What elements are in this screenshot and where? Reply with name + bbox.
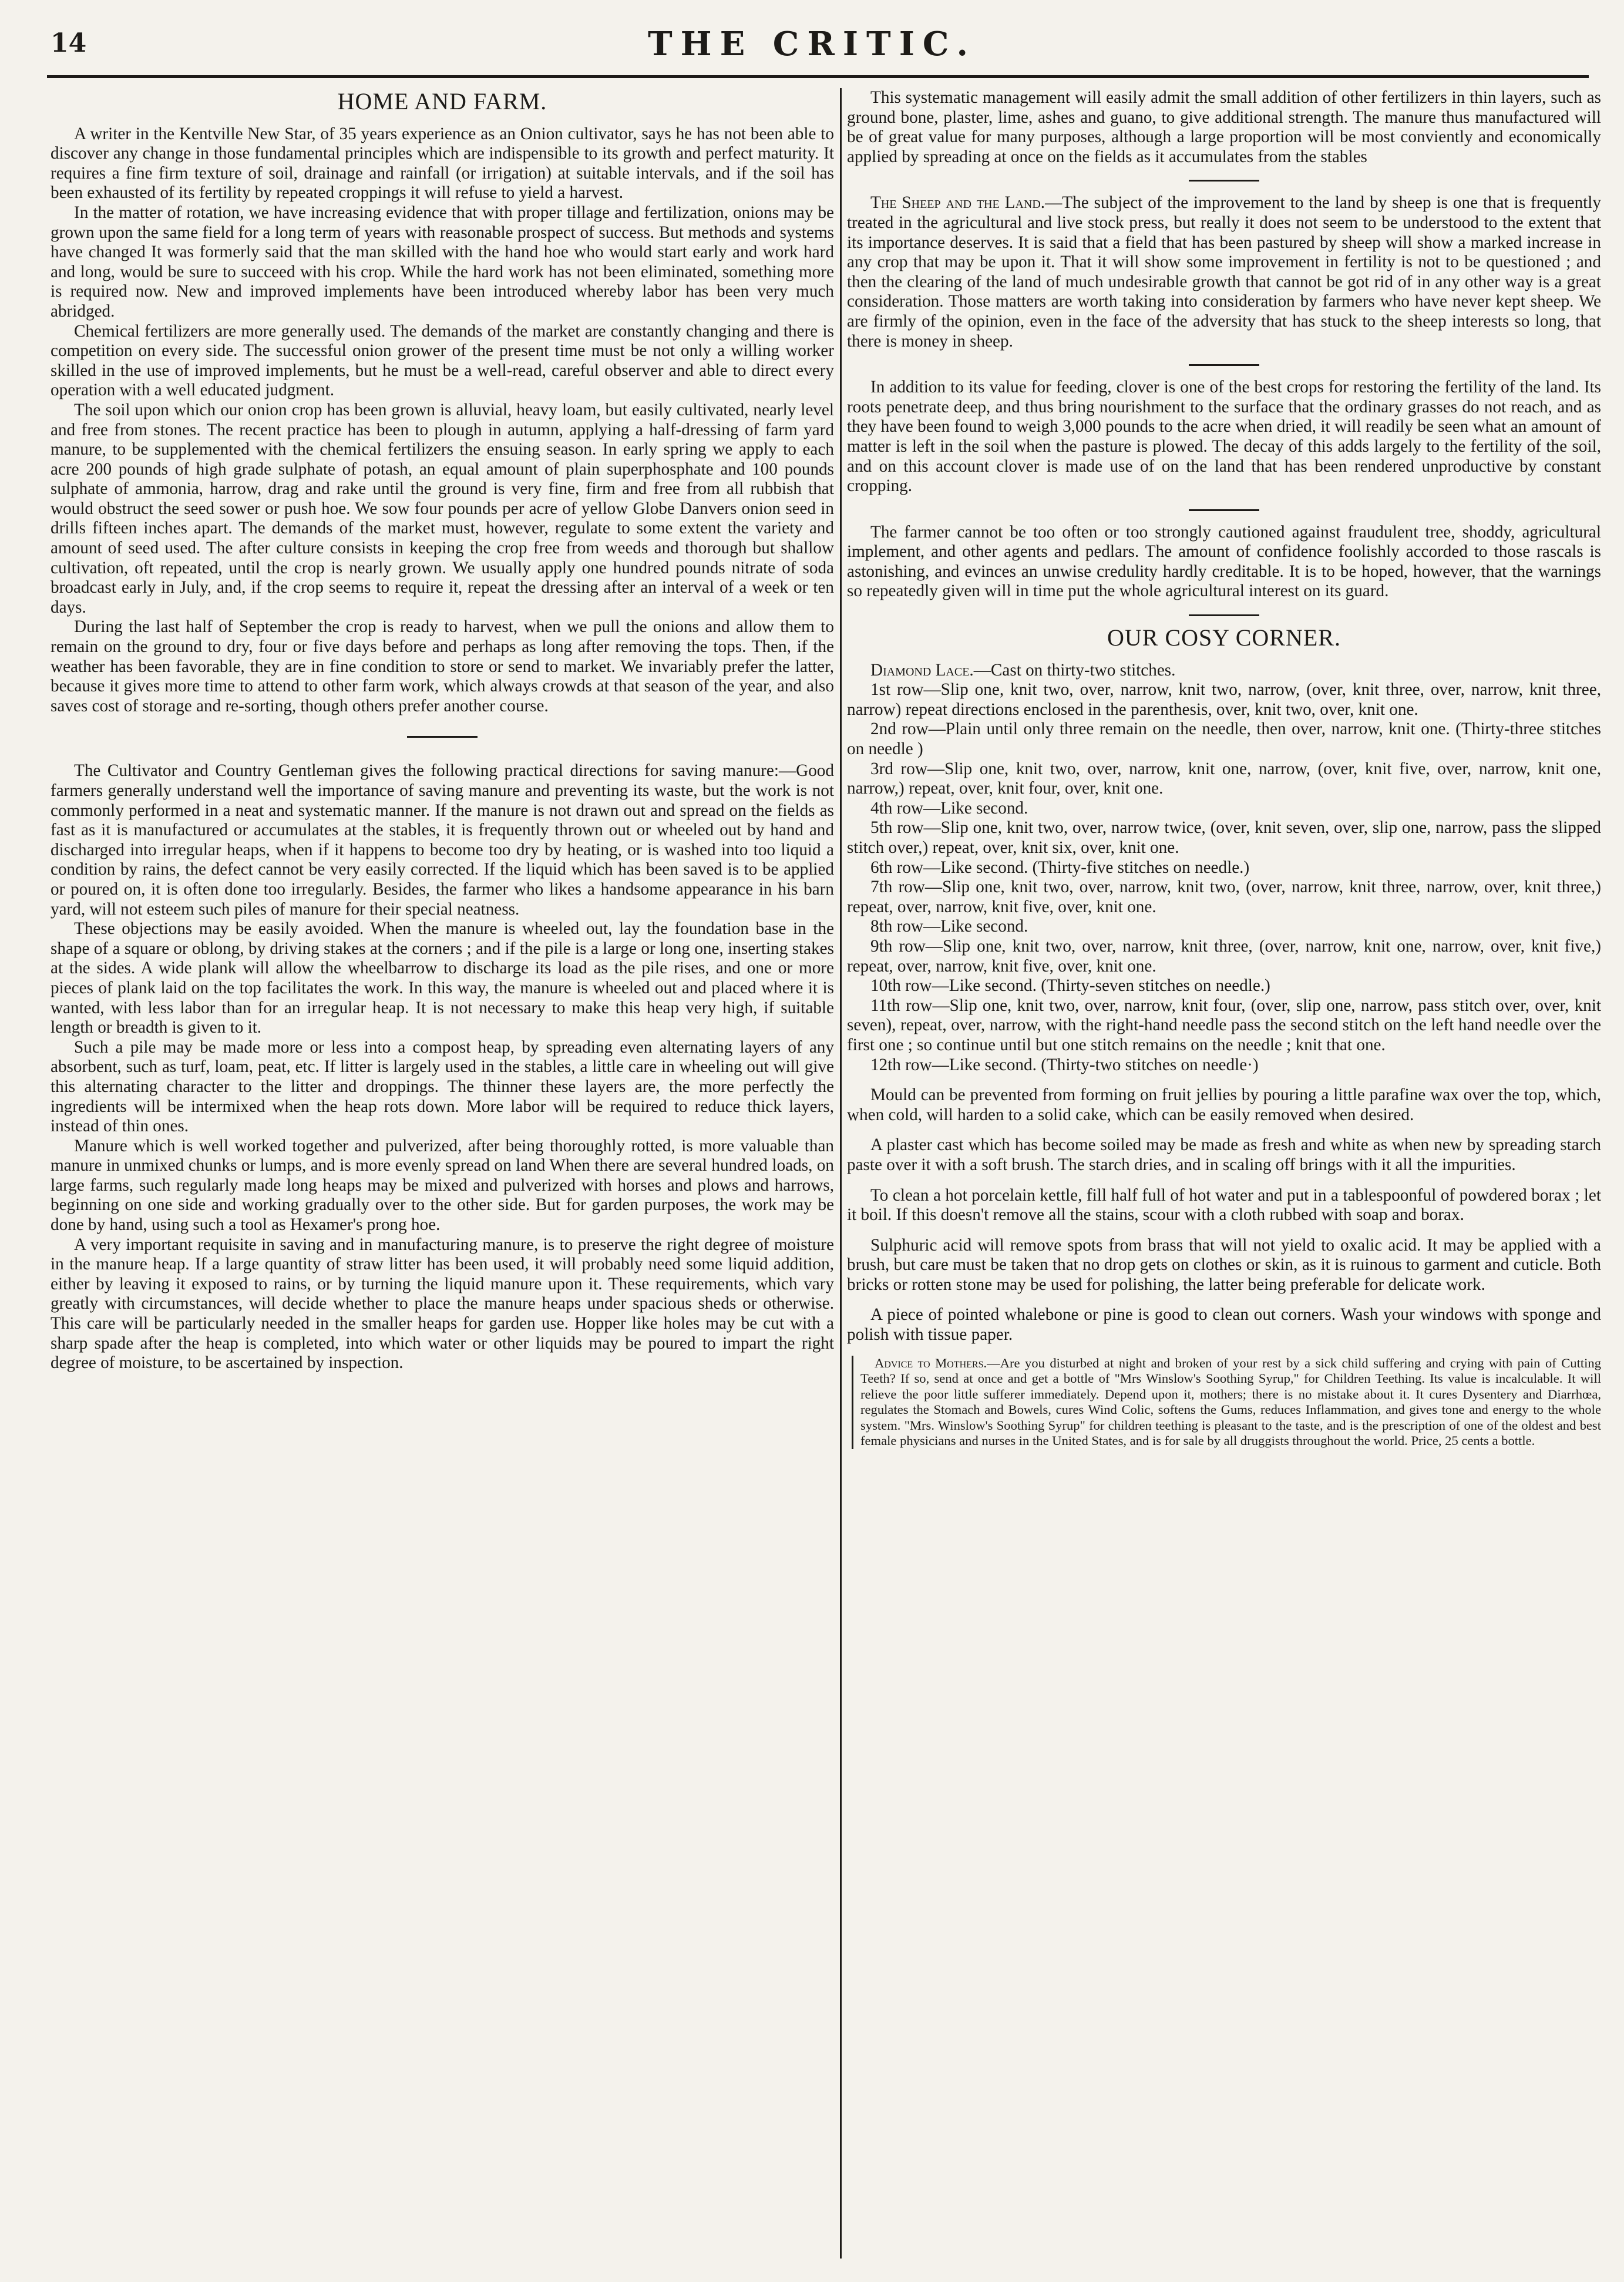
advert-paragraph: [860, 1356, 1601, 1449]
article-paragraph: Manure which is well worked together and pulverized, after being thoroughly rotted, is more valuable than manure in unmixed chunks or lumps, and is more evenly spread on land When there are several hundred loads, on large farms, such regularly made long heaps may be mixed and pulverized with horses and plows and harrows, beginning on one side and working gradually over to the other side. But for garden purposes, the work may be done by hand, using such a tool as Hexamer's prong hoe.: [51, 1136, 834, 1235]
knitting-row: 9th row—Slip one, knit two, over, narrow, knit three, (over, narrow, knit one, narrow, over, knit five,) repeat, over, narrow, knit five, over, knit one.: [847, 936, 1601, 976]
article-paragraph: Chemical fertilizers are more generally used. The demands of the market are constantly changing and there is competition on every side. The successful onion grower of the present time must be not only a willing worker skilled in the use of improved implements, but he must be a well-read, careful observer and able to direct every operation with a well educated judgment.: [51, 321, 834, 400]
article-paragraph: During the last half of September the crop is ready to harvest, when we pull the onions and allow them to remain on the ground to dry, four or five days before and perhaps as long after removing the tops. Then, if the weather has been favorable, they are in fine condition to store or send to market. We invariably prefer the latter, because it gives more time to attend to other farm work, which always crowds at that season of the year, and also saves cost of storage and re-sorting, though others prefer another course.: [51, 617, 834, 715]
column-divider: [840, 88, 842, 2259]
sheep-body: —The subject of the improvement to the land by sheep is one that is frequently treated in the agricultural and live stock press, but really it does not seem to be understood to the extent that its importance deserves. It is said that a field that has been pastured by sheep will show a marked increase in any crop that may be upon it. That it will show some improvement in fertility is not to be questioned ; and then the clearing of the land of much undesirable growth that cannot be got rid of in any other way is a great consideration. Those matters are worth taking into consideration by farmers who have never kept sheep. We are firmly of the opinion, even in the face of the adversity that has stuck to the sheep interests so long, that there is money in sheep.: [847, 193, 1601, 351]
knitting-row: 10th row—Like second. (Thirty-seven stitches on needle.): [870, 976, 1270, 996]
home-and-farm-heading: HOME AND FARM.: [337, 88, 547, 115]
article-paragraph: Such a pile may be made more or less into a compost heap, by spreading even alternating layers of any absorbent, such as turf, loam, peat, etc. If litter is largely used in the stables, a little care in wheeling out will give this alternating character to the litter and droppings. The thinner these layers are, the more perfectly the ingredients will be intermixed when the heap rots down. More labor will be required to reduce thick layers, instead of thin ones.: [51, 1037, 834, 1136]
spacer: [847, 1175, 1601, 1186]
article-paragraph: A very important requisite in saving and in manufacturing manure, is to preserve the right degree of moisture in the manure heap. If a large quantity of straw litter has been used, it will probably need some liquid addition, either by leaving it exposed to rains, or by turning the liquid manure upon it. These requirements, which vary greatly with circumstances, will decide whether to place the manure heaps under spacious sheds or otherwise. This care will be particularly needed in the smaller heaps for garden use. Hopper like holes may be cut with a sharp spade after the heap is completed, into which water or other liquids may be poured to impart the right degree of moisture, to be ascertained by inspection.: [51, 1235, 834, 1373]
article-paragraph: The soil upon which our onion crop has been grown is alluvial, heavy loam, but easily cultivated, nearly level and free from stones. The recent practice has been to plough in autumn, applying a half-dressing of farm yard manure, to be supplemented with the chemical fertilizers the ensuing season. In early spring we apply to each acre 200 pounds of high grade sulphate of potash, an equal amount of plain superphosphate and 100 pounds sulphate of ammonia, harrow, drag and rake until the ground is very fine, firm and free from all rubbish that would obstruct the seed sower or push hoe. We sow four pounds per acre of yellow Globe Danvers onion seed in drills fifteen inches apart. The demands of the market must, however, regulate to some extent the variety and amount of seed used. The after culture consists in keeping the crop free from weeds and thorough but shallow cultivation, oft repeated, until the crop is nearly grown. We usually apply one hundred pounds nitrate of soda broadcast early in July, and, if the crop seems to require it, repeat the dressing after an interval of a week or ten days.: [51, 400, 834, 617]
masthead-rule: [47, 75, 1589, 78]
knitting-row: 2nd row—Plain until only three remain on the needle, then over, narrow, knit one. (Thirty-three stitches on needle ): [847, 720, 1601, 759]
knitting-row: 11th row—Slip one, knit two, over, narrow, knit four, (over, slip one, narrow, pass stitch over, over, knit seven), repeat, over, narrow, with the right-hand needle pass the second stitch on the left hand needle over the first one ; so continue until but one stitch remains on the needle ; knit that one.: [847, 996, 1601, 1054]
left-column: [51, 88, 834, 2259]
knitting-row: 1st row—Slip one, knit two, over, narrow, knit two, narrow, (over, knit three, over, narrow, knit three, narrow) repeat directions enclosed in the parenthesis, over, knit two, over, knit one.: [847, 680, 1601, 719]
masthead: THE CRITIC.: [647, 25, 976, 63]
spacer: [847, 1125, 1601, 1135]
lace-title: Diamond Lace.: [870, 660, 974, 680]
section-separator: [1189, 364, 1259, 366]
cosy-corner-heading: OUR COSY CORNER.: [1107, 624, 1341, 651]
knitting-row: 7th row—Slip one, knit two, over, narrow, knit two, (over, narrow, knit three, narrow, over, knit three,) repeat, over, narrow, knit five, over, knit one.: [847, 878, 1601, 916]
section-separator: [1189, 180, 1259, 182]
knitting-row: 12th row—Like second. (Thirty-two stitches on needle·): [870, 1055, 1259, 1074]
spacer: [847, 1225, 1601, 1236]
knitting-row: 5th row—Slip one, knit two, over, narrow twice, (over, knit seven, over, slip one, narrow, pass the slipped stitch over,) repeat, over, knit six, over, knit one.: [847, 818, 1601, 857]
household-tip: Mould can be prevented from forming on fruit jellies by pouring a little parafine wax over the top, which, when cold, will harden to a solid cake, which can be easily removed when desired.: [847, 1085, 1601, 1124]
household-tip: A plaster cast which has become soiled may be made as fresh and white as when new by spreading starch paste over it with a soft brush. The starch dries, and in scaling off brings with it all the impurities.: [847, 1135, 1601, 1174]
fraud-paragraph: The farmer cannot be too often or too strongly cautioned against fraudulent tree, shoddy, agricultural implement, and other agents and pedlars. The amount of confidence foolishly accorded to those rascals is astonishing, and evinces an unwise credulity hardly creditable. It is to be hoped, however, that the warnings so repeatedly given will in time put the whole agricultural interest on its guard.: [847, 522, 1601, 601]
section-separator: [1189, 614, 1259, 616]
sheep-title: The Sheep and the Land.: [870, 193, 1045, 213]
advert-title: Advice to Mothers.: [875, 1355, 987, 1370]
lace-intro-text: —Cast on thirty-two stitches.: [973, 660, 1176, 680]
household-tip: A piece of pointed whalebone or pine is good to clean out corners. Wash your windows with sponge and polish with tissue paper.: [847, 1305, 1601, 1345]
spacer: [847, 1345, 1601, 1356]
sheep-paragraph: [847, 193, 1601, 351]
right-column: [847, 88, 1601, 2259]
spacer: [847, 1295, 1601, 1305]
article-paragraph: This systematic management will easily admit the small addition of other fertilizers in thin layers, such as ground bone, plaster, lime, ashes and guano, to give additional strength. The manure thus manufactured will be of great value for many purposes, although a large proportion will be most conviently and economically applied by spreading at once on the fields as it accumulates from the stables: [847, 88, 1601, 166]
article-paragraph: In the matter of rotation, we have increasing evidence that with proper tillage and fertilization, onions may be grown upon the same field for a long term of years with reasonable prospect of success. But methods and systems have changed It was formerly said that the man skilled with the hand hoe who would start early and work hard and long, would be sure to succeed with his crop. While the hard work has not been eliminated, something more is required now. New and improved implements have been introduced whereby labor has been very much abridged.: [51, 203, 834, 321]
knitting-row: 8th row—Like second.: [870, 917, 1028, 936]
section-separator: [407, 736, 478, 738]
section-separator: [1189, 509, 1259, 511]
household-tip: To clean a hot porcelain kettle, fill half full of hot water and put in a tablespoonful of powdered borax ; let it boil. If this doesn't remove all the stains, scour with a cloth rubbed with soap and borax.: [847, 1185, 1601, 1225]
advert-body: —Are you disturbed at night and broken of your rest by a sick child suffering and crying with pain of Cutting Teeth? If so, send at once and get a bottle of "Mrs Winslow's Soothing Syrup," for Children Teething. Its value is incalculable. It will relieve the poor little sufferer immediately. Depend upon it, mothers; there is no mistake about it. It cures Dysentery and Diarrhœa, regulates the Stomach and Bowels, cures Wind Colic, softens the Gums, reduces Inflammation, and gives tone and energy to the whole system. "Mrs. Winslow's Soothing Syrup" for children teething is pleasant to the taste, and is the prescription of one of the oldest and best female physicians and nurses in the United States, and is for sale by all druggists throughout the world. Price, 25 cents a bottle.: [860, 1355, 1601, 1448]
article-paragraph: The Cultivator and Country Gentleman gives the following practical directions for saving manure:—Good farmers generally understand well the importance of saving manure and preventing its waste, but the work is not commonly performed in a neat and systematic manner. If the manure is not drawn out and spread on the fields as fast as it is manufactured or accumulates at the stables, it is frequently thrown out or wheeled out by hand and discharged into irregular heaps, when if it happens to become too dry by heating, or is washed into too liquid a condition by rains, the defect cannot be very easily corrected. If the liquid which has been saved is to be applied or poured on, it is often done too irregularly. Besides, the farmer who likes a handsome appearance in his barn yard, will not esteem such piles of manure for their special neatness.: [51, 761, 834, 919]
knitting-row: 6th row—Like second. (Thirty-five stitches on needle.): [870, 858, 1250, 877]
household-tip: Sulphuric acid will remove spots from brass that will not yield to oxalic acid. It may be applied with a brush, but care must be taken that no drop gets on clothes or skin, as it is ruinous to garment and cuticle. Both bricks or rotten stone may be used for polishing, the latter being preferable for delicate work.: [847, 1235, 1601, 1294]
knitting-row: 4th row—Like second.: [870, 798, 1028, 818]
article-paragraph: A writer in the Kentville New Star, of 35 years experience as an Onion cultivator, says he has not been able to discover any change in those fundamental principles which are indispensible to its growth and perfect maturity. It requires a fine firm texture of soil, drainage and rainfall (or irrigation) at suitable intervals, and if the soil has been exhausted of its fertility by repeated croppings it will refuse to yield a harvest.: [51, 124, 834, 203]
clover-paragraph: In addition to its value for feeding, clover is one of the best crops for restoring the fertility of the land. Its roots penetrate deep, and thus bring nourishment to the surface that the ordinary grasses do not reach, and as they have been found to weigh 3,000 pounds to the acre when dried, it will readily be seen what an amount of matter is left in the soil when the pasture is plowed. The decay of this adds largely to the fertility of the soil, and on this account clover is made use of on the land that has been rendered unproductive by constant cropping.: [847, 378, 1601, 496]
lace-intro: [847, 661, 1601, 681]
page-number: 14: [51, 28, 87, 58]
advertisement: [852, 1356, 1601, 1449]
spacer: [847, 1075, 1601, 1085]
article-paragraph: These objections may be easily avoided. When the manure is wheeled out, lay the foundation base in the shape of a square or oblong, by driving stakes at the corners ; and if the pile is a large or long one, inserting stakes at the sides. A wide plank will allow the wheelbarrow to discharge its load as the pile rises, and one or more pieces of plank laid on the top facilitates the work. In this way, the manure is wheeled out and placed where it is wanted, with less labor than for an irregular heap. It is not necessary to make this heap very high, if suitable length or breadth is given to it.: [51, 919, 834, 1037]
knitting-row: 3rd row—Slip one, knit two, over, narrow, knit one, narrow, (over, knit five, over, narrow, knit one, narrow,) repeat, over, knit four, over, knit one.: [847, 759, 1601, 798]
